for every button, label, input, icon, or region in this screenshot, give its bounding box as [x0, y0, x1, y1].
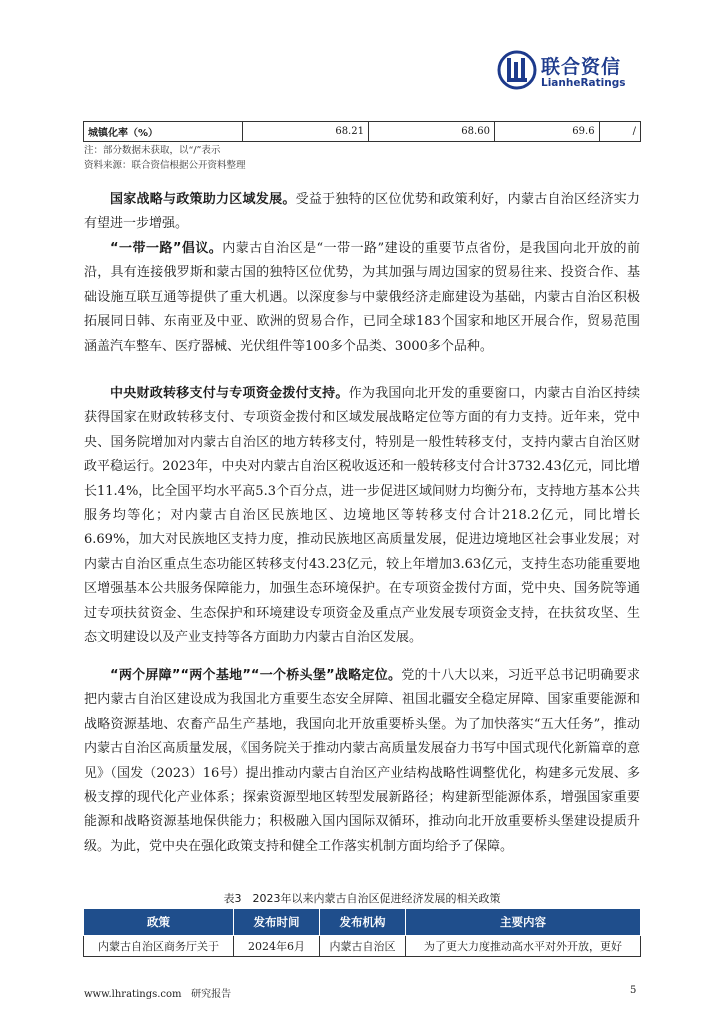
lianhe-logo-icon	[497, 48, 537, 92]
column-header: 主要内容	[406, 909, 641, 936]
table-cell: 为了更大力度推动高水平对外开放，更好	[406, 936, 641, 957]
table-cell: 2024年6月	[234, 936, 320, 957]
table-cell: /	[599, 122, 640, 142]
paragraph-heading: “一带一路”倡议。	[110, 241, 223, 256]
table-row	[84, 122, 641, 142]
logo-english-text: LianheRatings	[541, 77, 626, 89]
table-note: 注：部分数据未获取，以“/”表示	[84, 145, 221, 156]
paragraph-heading: “两个屏障”“两个基地”“一个桥头堡”战略定位。	[110, 668, 402, 683]
column-header: 政策	[84, 909, 234, 936]
table-header-row	[84, 909, 641, 936]
table-cell: 内蒙古自治区商务厅关于	[84, 936, 234, 957]
paragraph-text: 受益于独特的区位优势和政策利好，内蒙古自治区经济实力有望进一步增强。	[84, 192, 640, 232]
table-caption: 表3 2023年以来内蒙古自治区促进经济发展的相关政策	[223, 892, 501, 905]
paragraph-text: 内蒙古自治区是“一带一路”建设的重要节点省份，是我国向北开放的前沿，具有连接俄罗斯和蒙古国的独特区位优势，为其加强与周边国家的贸易往来、投资合作、基础设施互联互通等提供了重大机遇。以深度参与中蒙俄经济走廊建设为基础，内蒙古自治区积极拓展同日韩、东南亚及中亚、欧洲的贸易合作，已同全球183个国家和地区开展合作，贸易范围涵盖汽车整车、医疗器械、光伏组件等100多个品类、3000多个品种。	[84, 241, 640, 354]
table-cell: 69.6	[494, 122, 599, 142]
company-logo	[497, 48, 637, 96]
paragraph-fiscal-support	[84, 382, 640, 650]
urbanization-table	[83, 121, 641, 142]
paragraph-text: 党的十八大以来，习近平总书记明确要求把内蒙古自治区建设成为我国北方重要生态安全屏障、祖国北疆安全稳定屏障、国家重要能源和战略资源基地、农畜产品生产基地，我国向北开放重要桥头堡。为了加快落实“五大任务”，推动内蒙古自治区高质量发展，《国务院关于推动内蒙古高质量发展奋力书写中国式现代化新篇章的意见》（国发（2023）16号）提出推动内蒙古自治区产业结构战略性调整优化，构建多元发展、多极支撑的现代化产业体系；探索资源型地区转型发展新路径；构建新型能源体系，增强国家重要能源和战略资源基地保供能力；积极融入国内国际双循环，推动向北开放重要桥头堡建设提质升级。为此，党中央在强化政策支持和健全工作落实机制方面均给予了保障。	[84, 668, 640, 854]
row-label: 城镇化率（%）	[84, 122, 243, 142]
page-footer	[84, 985, 231, 1000]
paragraph-text: 作为我国向北开发的重要窗口，内蒙古自治区持续获得国家在财政转移支付、专项资金拨付和区域发展战略定位等方面的有力支持。近年来，党中央、国务院增加对内蒙古自治区的地方转移支付，特别是一般性转移支付，支持内蒙古自治区财政平稳运行。2023年，中央对内蒙古自治区税收返还和一般转移支付合计3732.43亿元，同比增长11.4%，比全国平均水平高5.3个百分点，进一步促进区域间财力均衡分布，支持地方基本公共服务均等化；对内蒙古自治区民族地区、边境地区等转移支付合计218.2亿元，同比增长6.69%，加大对民族地区支持力度，推动民族地区高质量发展，促进边境地区社会事业发展；对内蒙古自治区重点生态功能区转移支付43.23亿元，较上年增加3.63亿元，支持生态功能重要地区增强基本公共服务保障能力，加强生态环境保护。在专项资金拨付方面，党中央、国务院等通过专项扶贫资金、生态保护和环境建设专项资金及重点产业发展专项资金支持，在扶贫攻坚、生态文明建设以及产业支持等各方面助力内蒙古自治区发展。	[84, 386, 640, 646]
table-row	[84, 936, 641, 957]
paragraph-national-strategy	[84, 188, 640, 237]
footer-label: 研究报告	[191, 989, 232, 1000]
policy-table	[83, 908, 641, 957]
logo-chinese-text: 联合资信	[541, 56, 622, 78]
paragraph-heading: 国家战略与政策助力区域发展。	[110, 192, 296, 207]
table-source: 资料来源：联合资信根据公开资料整理	[84, 160, 246, 171]
paragraph-strategic-positioning	[84, 664, 640, 859]
column-header: 发布时间	[234, 909, 320, 936]
table-cell: 68.21	[243, 122, 369, 142]
table-cell: 68.60	[368, 122, 494, 142]
paragraph-heading: 中央财政转移支付与专项资金拨付支持。	[110, 386, 349, 401]
table-cell: 内蒙古自治区	[320, 936, 406, 957]
paragraph-belt-road	[84, 237, 640, 359]
page-number: 5	[630, 985, 637, 996]
footer-site-link[interactable]: www.lhratings.com	[84, 989, 182, 1000]
column-header: 发布机构	[320, 909, 406, 936]
